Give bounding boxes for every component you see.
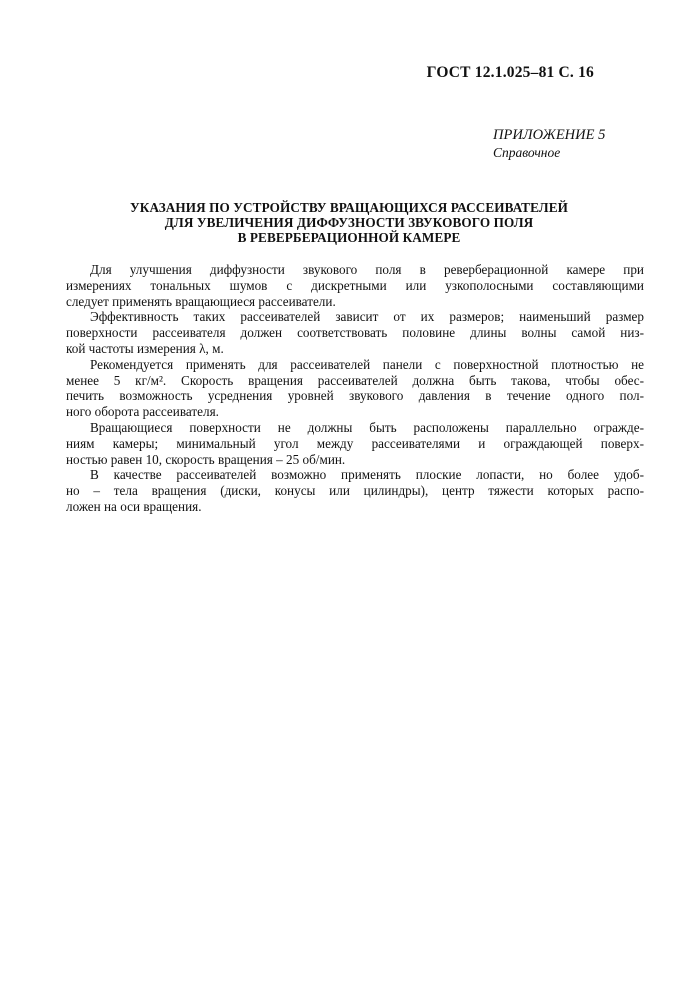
text-line: Для улучшения диффузности звукового поля в реверберационной камере при <box>90 262 644 277</box>
paragraph-3 <box>66 357 644 420</box>
text-line: следует применять вращающиеся рассеиватели. <box>66 293 336 309</box>
appendix-number: ПРИЛОЖЕНИЕ 5 <box>493 127 606 143</box>
text-line: менее 5 кг/м². Скорость вращения рассеивателей должна быть такова, чтобы обес- <box>66 372 644 388</box>
text-line: но – тела вращения (диски, конусы или цилиндры), центр тяжести которых распо- <box>66 483 644 499</box>
text-line: В качестве рассеивателей возможно применять плоские лопасти, но более удоб- <box>90 467 644 483</box>
title-line: УКАЗАНИЯ ПО УСТРОЙСТВУ ВРАЩАЮЩИХСЯ РАССЕИВАТЕЛЕЙ <box>130 200 568 215</box>
text-line: Эффективность таких рассеивателей зависит от их размеров; наименьший размер <box>90 309 644 325</box>
text-line: Рекомендуется применять для рассеивателей панели с поверхностной плотностью не <box>90 356 644 372</box>
text-line: Вращающиеся поверхности не должны быть расположены параллельно огражде- <box>90 419 644 435</box>
text-line: поверхности рассеивателя должен соответствовать половине длины волны самой низ- <box>66 325 644 341</box>
paragraph-4 <box>66 420 644 467</box>
text-line: печить возможность усреднения уровней звукового давления в течение одного пол- <box>66 388 644 404</box>
appendix-type: Справочное <box>493 145 561 160</box>
text-line: ложен на оси вращения. <box>66 498 202 514</box>
text-line: ниям камеры; минимальный угол между рассеивателями и ограждающей поверх- <box>66 435 644 451</box>
page-header-standard: ГОСТ 12.1.025–81 С. 16 <box>426 64 594 81</box>
title-line: ДЛЯ УВЕЛИЧЕНИЯ ДИФФУЗНОСТИ ЗВУКОВОГО ПОЛЯ <box>164 215 534 230</box>
text-line: кой частоты измерения λ, м. <box>66 340 224 356</box>
appendix-label-block <box>493 127 605 161</box>
text-line: ностью равен 10, скорость вращения – 25 об/мин. <box>66 451 346 467</box>
section-title <box>60 200 638 245</box>
paragraph-5 <box>66 467 644 514</box>
body-text <box>66 262 644 515</box>
paragraph-1 <box>66 262 644 309</box>
text-line: ного оборота рассеивателя. <box>66 404 219 420</box>
title-line: В РЕВЕРБЕРАЦИОННОЙ КАМЕРЕ <box>237 230 461 245</box>
paragraph-2 <box>66 309 644 356</box>
text-line: измерениях тональных шумов с дискретными или узкополосными составляющими <box>66 277 644 293</box>
